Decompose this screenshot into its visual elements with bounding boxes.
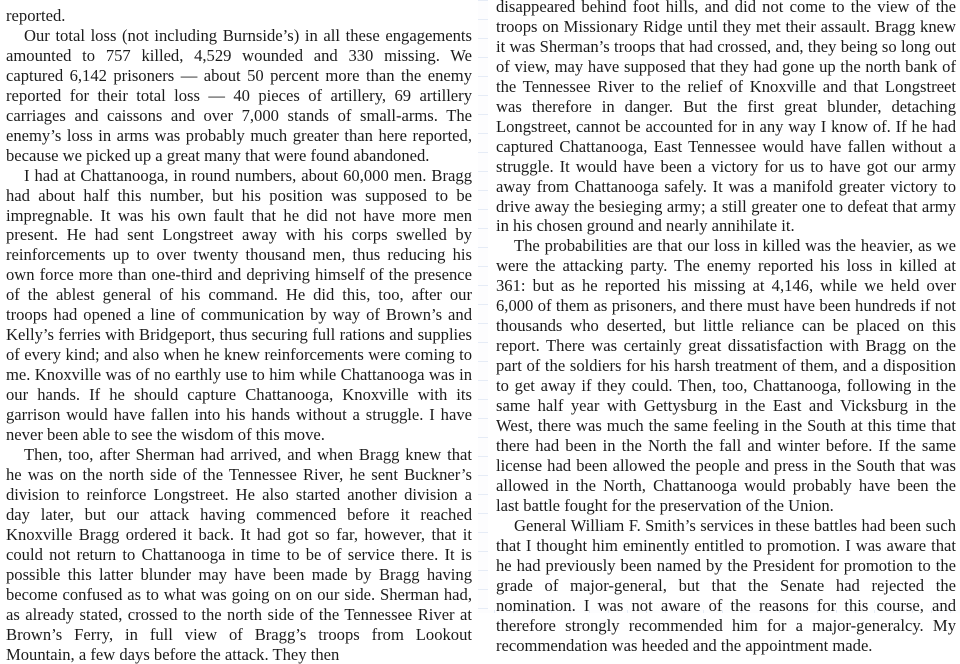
left-text-column: [0, 0, 478, 664]
left-paragraph-buckner-division: Then, too, after Sherman had arrived, and when Bragg knew that he was on the north side of the Tennessee River, he sent Buckner’s division to reinforce Longstreet. He also started another division a day later, but our attack having commenced before it reached Knoxville Bragg ordered it back. It had got so far, however, that it could not return to Chattanooga in time to be of service there. It is possible this latter blunder may have been made by Bragg having become confused as to what was going on on our side. Sherman had, as already stated, crossed to the north side of the Tennessee River at Brown’s Ferry, in full view of Bragg’s troops from Lookout Mountain, a few days before the attack. They then: [6, 444, 472, 664]
right-text-column: [488, 0, 960, 655]
left-paragraph-continuation: reported.: [6, 6, 66, 25]
right-paragraph-continuation: disappeared behind foot hills, and did not come to the view of the troops on Missionary Ridge until they met their assault. Bragg knew it was Sherman’s troops that had crossed, and, they being so long out of view, may have supposed that they had gone up the north bank of the Tennessee River to the relief of Knoxville and that Longstreet was therefore in danger. But the first great blunder, detaching Longstreet, cannot be accounted for in any way I know of. If he had captured Chattanooga, East Tennessee would have fallen without a struggle. It would have been a victory for us to have got our army away from Chattanooga safely. It was a manifold greater victory to drive away the besieging army; a still greater one to defeat that army in his chosen ground and nearly annihilate it.: [496, 0, 956, 236]
right-paragraph-probabilities: The probabilities are that our loss in killed was the heavier, as we were the attacking party. The enemy reported his loss in killed at 361: but as he reported his missing at 4,146, while we held over 6,000 of them as prisoners, and there must have been hundreds if not thousands who deserted, but little reliance can be placed on this report. There was certainly great dissatisfaction with Bragg on the part of the soldiers for his harsh treatment of them, and a disposition to get away if they could. Then, too, Chattanooga, following in the same half year with Gettysburg in the East and Vicksburg in the West, there was much the same feeling in the South at this time that there had been in the North the fall and winter before. If the same license had been allowed the people and press in the South that was allowed in the North, Chattanooga would probably have been the last battle fought for the preservation of the Union.: [496, 236, 956, 515]
left-paragraph-losses: Our total loss (not including Burnside’s) in all these engagements amounted to 757 killed, 4,529 wounded and 330 missing. We captured 6,142 prisoners — about 50 percent more than the enemy reported for their total loss — 40 pieces of artillery, 69 artillery carriages and caissons and over 7,000 stands of small-arms. The enemy’s loss in arms was probably much greater than here reported, because we picked up a great many that were found abandoned.: [6, 25, 472, 165]
left-paragraph-troop-strength: I had at Chattanooga, in round numbers, about 60,000 men. Bragg had about half this number, but his position was supposed to be impregnable. It was his own fault that he did not have more men present. He had sent Longstreet away with his corps swelled by reinforcements up to over twenty thousand men, thus reducing his own force more than one-third and depriving himself of the presence of the ablest general of his command. He did this, too, after our troops had opened a line of communication by way of Brown’s and Kelly’s ferries with Bridgeport, thus securing full rations and supplies of every kind; and also when he knew reinforcements were coming to me. Knoxville was of no earthly use to him while Chattanooga was in our hands. If he should capture Chattanooga, Knoxville with its garrison would have fallen into his hands without a struggle. I have never been able to see the wisdom of this move.: [6, 165, 472, 445]
right-paragraph-general-smith: General William F. Smith’s services in these battles had been such that I thought him eminently entitled to promotion. I was aware that he had previously been named by the President for promotion to the grade of major-general, but that the Senate had rejected the nomination. I was not aware of the reasons for this course, and therefore strongly recommended him for a major-generalcy. My recommendation was heeded and the appointment made.: [496, 515, 956, 655]
